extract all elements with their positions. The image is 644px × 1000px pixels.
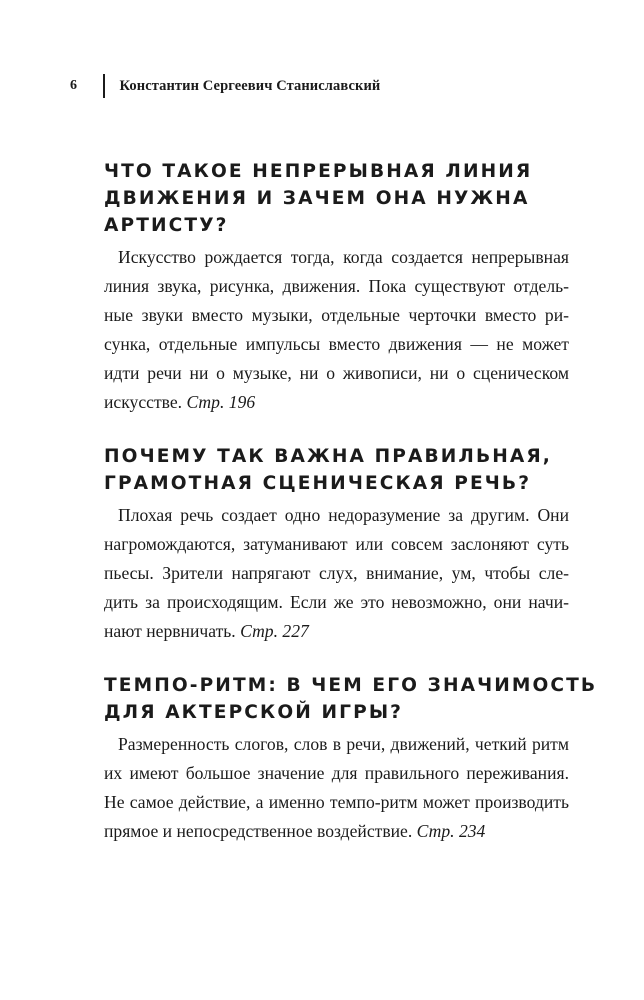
question-line: ТЕМПО-РИТМ: В ЧЕМ ЕГО ЗНАЧИМОСТЬ [104,675,598,696]
question-line: ПОЧЕМУ ТАК ВАЖНА ПРАВИЛЬНАЯ, [104,446,552,467]
answer-line-text: прямое и непосредственное воздействие. [104,821,413,841]
page-reference: Стр. 196 [186,392,256,412]
page-content [104,158,598,872]
answer-line-last [104,617,569,646]
answer-line: пьесы. Зрители напрягают слух, внимание, ум, чтобы сле- [104,563,569,583]
answer-line: Плохая речь создает одно недоразумение за другим. Они [118,505,569,525]
answer-line: Искусство рождается тогда, когда создается непрерывная [118,247,569,267]
answer-line: нагромождаются, затуманивают или совсем заслоняют суть [104,534,569,554]
section-question [104,158,569,239]
answer-line-last [104,817,569,846]
header-divider [103,74,105,98]
running-header-author: Константин Сергеевич Станиславский [119,77,381,94]
question-line: АРТИСТУ? [104,215,229,236]
qa-section [104,672,598,846]
question-line: ДВИЖЕНИЯ И ЗАЧЕМ ОНА НУЖНА [104,188,530,209]
qa-section [104,158,569,417]
answer-line: идти речи ни о музыке, ни о живописи, ни о сценическом [104,363,569,383]
answer-line: линия звука, рисунка, движения. Пока существуют отдель- [104,276,569,296]
section-question [104,443,569,497]
page-number: 6 [70,78,77,93]
answer-line: ные звуки вместо музыки, отдельные черточки вместо ри- [104,305,569,325]
question-line: ЧТО ТАКОЕ НЕПРЕРЫВНАЯ ЛИНИЯ [104,161,533,182]
page-reference: Стр. 227 [240,621,309,641]
section-question [104,672,598,726]
qa-section [104,443,569,646]
answer-line: Не самое действие, а именно темпо-ритм может производить [104,792,569,812]
answer-line-last [104,388,569,417]
section-answer [104,243,569,417]
section-answer [104,730,569,846]
page-reference: Стр. 234 [416,821,486,841]
answer-line-text: искусстве. [104,392,183,412]
answer-line: Размеренность слогов, слов в речи, движений, четкий ритм [118,734,569,754]
answer-line-text: нают нервничать. [104,621,236,641]
running-header [70,76,380,96]
answer-line: сунка, отдельные импульсы вместо движения — не может [104,334,569,354]
question-line: ГРАМОТНАЯ СЦЕНИЧЕСКАЯ РЕЧЬ? [104,473,532,494]
question-line: ДЛЯ АКТЕРСКОЙ ИГРЫ? [104,702,404,723]
answer-line: дить за происходящим. Если же это невозможно, они начи- [104,592,569,612]
answer-line: их имеют большое значение для правильного переживания. [104,763,569,783]
section-answer [104,501,569,646]
